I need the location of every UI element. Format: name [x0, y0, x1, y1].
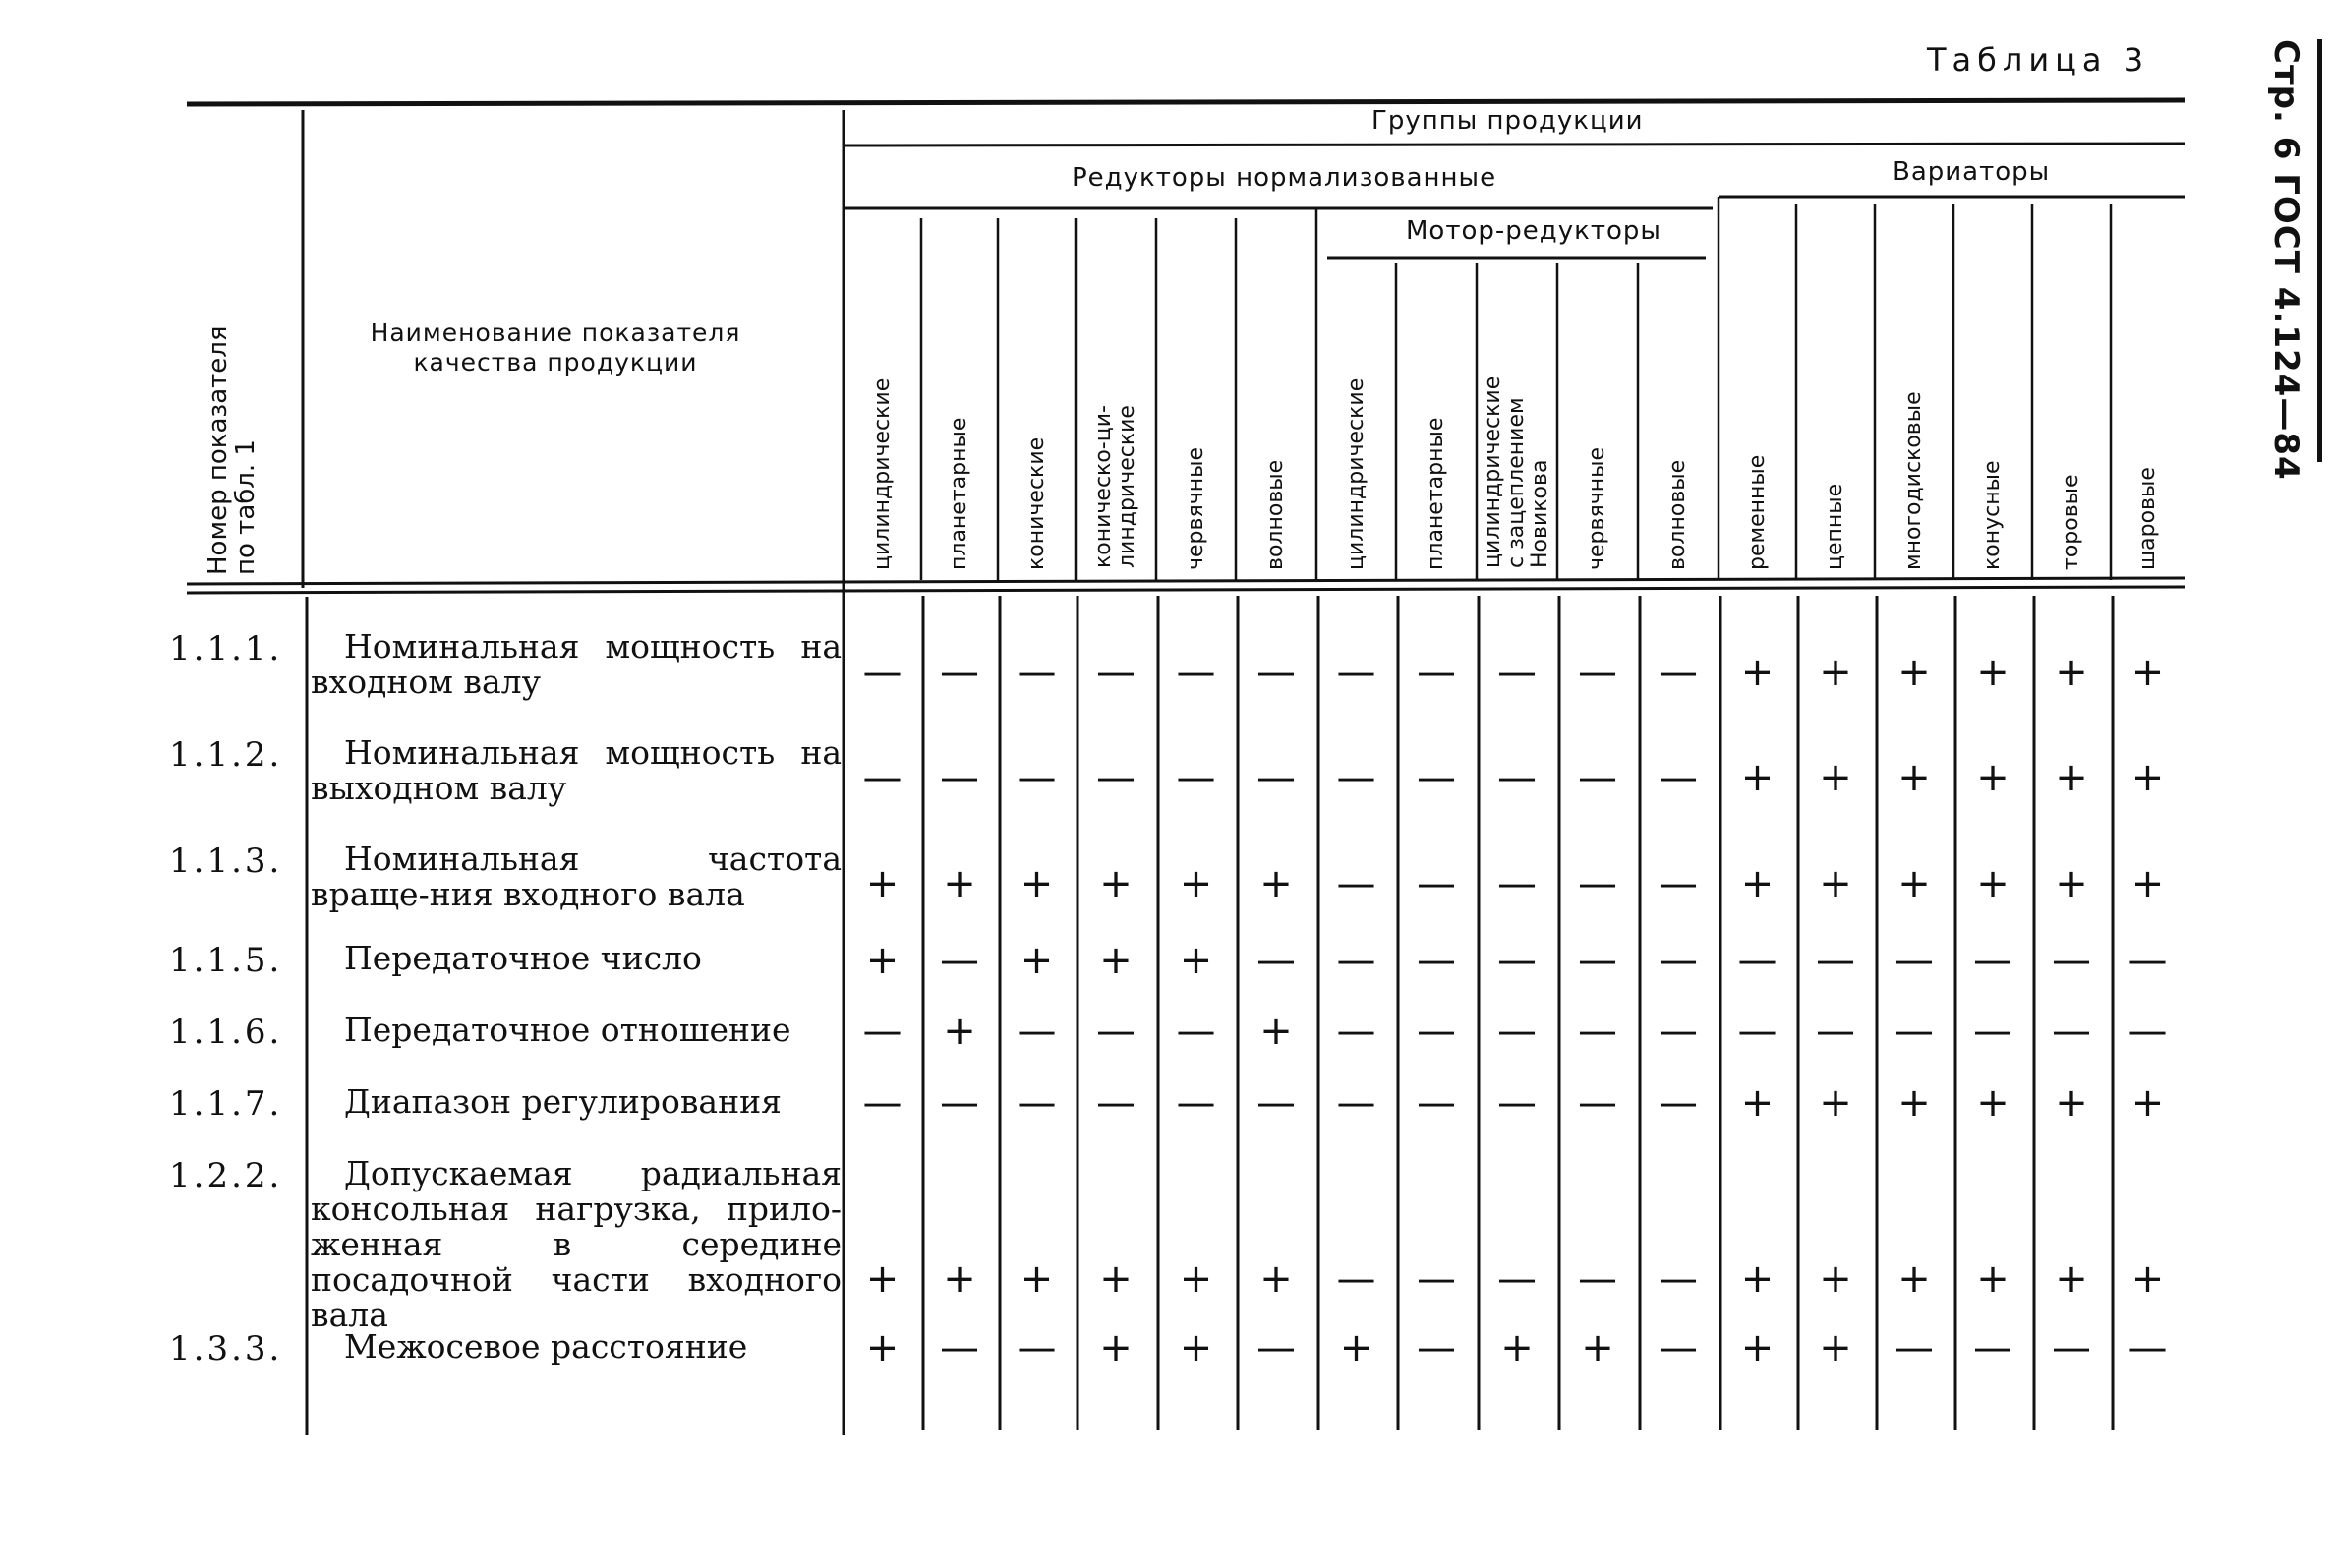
mark-dash: —: [1017, 1080, 1057, 1126]
column-header-15: конусные: [1980, 460, 2005, 570]
mark-dash: —: [1417, 938, 1456, 983]
mark-dash: —: [862, 1080, 903, 1126]
mark-plus: +: [1976, 755, 2010, 800]
mark-dash: —: [1659, 1009, 1698, 1054]
column-header-3: конические: [1023, 436, 1049, 570]
mark-dash: —: [1578, 861, 1617, 906]
mark-dash: —: [1176, 1009, 1216, 1054]
mark-plus: +: [2130, 650, 2165, 695]
mark-plus: +: [1099, 938, 1133, 983]
mark-plus: +: [1020, 1256, 1054, 1302]
mark-dash: —: [940, 755, 979, 800]
mark-dash: —: [862, 1009, 903, 1054]
mark-plus: +: [1819, 861, 1852, 906]
mark-dash: —: [1497, 650, 1537, 695]
header-variators: Вариаторы: [1893, 157, 2051, 187]
mark-plus: +: [1976, 1256, 2010, 1302]
mark-dash: —: [1659, 1325, 1698, 1370]
mark-dash: —: [1017, 1325, 1057, 1370]
mark-plus: +: [1897, 650, 1931, 695]
mark-dash: —: [1737, 938, 1777, 983]
mark-dash: —: [1256, 755, 1296, 800]
mark-dash: —: [940, 938, 979, 983]
column-header-10: червячные: [1585, 447, 1609, 570]
mark-plus: +: [943, 1009, 976, 1054]
mark-dash: —: [1096, 755, 1136, 800]
mark-dash: —: [1497, 861, 1537, 906]
mark-dash: —: [1017, 1009, 1057, 1054]
mark-dash: —: [1497, 755, 1537, 800]
mark-plus: +: [1897, 1256, 1931, 1302]
row-number: 1.1.6.: [169, 1013, 283, 1052]
mark-dash: —: [1336, 938, 1376, 983]
row-number: 1.1.2.: [169, 735, 283, 775]
row-number: 1.1.3.: [169, 842, 283, 881]
side-caption: [2266, 39, 2325, 482]
column-header-4: коническо-ци- линдрические: [1091, 405, 1139, 568]
mark-plus: +: [1099, 1256, 1133, 1302]
mark-plus: +: [2130, 755, 2165, 800]
row-number: 1.2.2.: [169, 1156, 283, 1195]
top-rule: [187, 100, 2185, 104]
header-rule-2: [187, 587, 2185, 593]
mark-dash: —: [940, 1080, 979, 1126]
mark-plus: +: [2055, 755, 2088, 800]
mark-plus: +: [865, 861, 900, 906]
mark-dash: —: [2052, 938, 2091, 983]
row-number: 1.1.1.: [169, 629, 283, 668]
mark-dash: —: [1336, 1080, 1376, 1126]
row-indicator-name: Передаточное отношение: [344, 1011, 791, 1049]
mark-dash: —: [1578, 1256, 1617, 1302]
mark-dash: —: [1578, 755, 1617, 800]
mark-plus: +: [2055, 1080, 2088, 1126]
mark-plus: +: [1020, 938, 1054, 983]
mark-dash: —: [1659, 1080, 1698, 1126]
mark-plus: +: [1179, 861, 1213, 906]
mark-dash: —: [1497, 1009, 1537, 1054]
column-header-12: ременные: [1744, 454, 1770, 570]
mark-dash: —: [1176, 1080, 1216, 1126]
row-indicator-name: Диапазон регулирования: [344, 1082, 782, 1121]
mark-plus: +: [1897, 1080, 1931, 1126]
side-caption-text: Стр. 6 ГОСТ 4.124—84: [2266, 39, 2305, 481]
mark-plus: +: [1897, 755, 1931, 800]
mark-dash: —: [2052, 1009, 2091, 1054]
mark-dash: —: [1017, 650, 1057, 695]
column-header-13: цепные: [1823, 483, 1847, 570]
mark-dash: —: [1497, 1256, 1537, 1302]
mark-plus: +: [2055, 650, 2088, 695]
mark-plus: +: [1740, 861, 1775, 906]
mark-dash: —: [1973, 1009, 2012, 1054]
mark-dash: —: [1417, 1256, 1456, 1302]
column-header-6: волновые: [1263, 459, 1288, 570]
mark-dash: —: [1336, 650, 1376, 695]
mark-dash: —: [1578, 938, 1617, 983]
header-rule-1: [187, 578, 2185, 584]
column-header-14: многодисковые: [1901, 391, 1926, 570]
row-indicator-name: Межосевое расстояние: [344, 1327, 748, 1365]
header-col-number: Номер показателя по табл. 1: [204, 325, 261, 575]
mark-plus: +: [1179, 1325, 1213, 1370]
mark-plus: +: [1259, 1009, 1293, 1054]
mark-dash: —: [1659, 650, 1698, 695]
mark-plus: +: [1099, 861, 1133, 906]
side-caption-rule: [2317, 39, 2322, 462]
mark-dash: —: [1256, 1080, 1296, 1126]
mark-dash: —: [1417, 1009, 1456, 1054]
mark-dash: —: [1336, 1009, 1376, 1054]
mark-plus: +: [1259, 861, 1293, 906]
mark-dash: —: [1973, 938, 2012, 983]
row-indicator-name: Передаточное число: [344, 939, 702, 977]
mark-dash: —: [1816, 938, 1855, 983]
mark-dash: —: [2127, 938, 2168, 983]
mark-dash: —: [1017, 755, 1057, 800]
mark-dash: —: [1659, 1256, 1698, 1302]
column-header-16: торовые: [2059, 474, 2083, 570]
groups-rule: [844, 144, 2185, 145]
row-indicator-name: Номинальная мощность на входном валу: [311, 627, 842, 701]
mark-dash: —: [1894, 938, 1934, 983]
mark-dash: —: [1737, 1009, 1777, 1054]
mark-plus: +: [2130, 1080, 2165, 1126]
mark-plus: +: [1819, 755, 1852, 800]
mark-plus: +: [2055, 861, 2088, 906]
mark-plus: +: [1976, 650, 2010, 695]
mark-plus: +: [1976, 1080, 2010, 1126]
mark-dash: —: [1894, 1325, 1934, 1370]
column-header-8: планетарные: [1424, 417, 1448, 570]
mark-plus: +: [1819, 650, 1852, 695]
mark-dash: —: [1578, 650, 1617, 695]
mark-plus: +: [1740, 1080, 1775, 1126]
column-header-1: цилиндрические: [869, 377, 895, 570]
mark-plus: +: [865, 1325, 900, 1370]
mark-dash: —: [1096, 1009, 1136, 1054]
mark-plus: +: [865, 938, 900, 983]
mark-plus: +: [865, 1256, 900, 1302]
mark-plus: +: [2055, 1256, 2088, 1302]
mark-plus: +: [1339, 1325, 1373, 1370]
mark-dash: —: [1096, 650, 1136, 695]
mark-dash: —: [1578, 1009, 1617, 1054]
row-number: 1.3.3.: [169, 1329, 283, 1368]
column-header-5: червячные: [1183, 447, 1208, 570]
mark-plus: +: [1897, 861, 1931, 906]
mark-dash: —: [940, 1325, 979, 1370]
mark-plus: +: [1740, 1256, 1775, 1302]
header-col-name: Наименование показателя качества продукции: [370, 319, 741, 377]
mark-plus: +: [943, 1256, 976, 1302]
column-header-17: шаровые: [2134, 467, 2160, 570]
mark-dash: —: [1659, 755, 1698, 800]
mark-plus: +: [1099, 1325, 1133, 1370]
mark-plus: +: [2130, 1256, 2165, 1302]
column-header-9: цилиндрические с зацеплением Новикова: [1481, 376, 1552, 568]
mark-dash: —: [1497, 1080, 1537, 1126]
mark-plus: +: [2130, 861, 2165, 906]
row-indicator-name: Допускаемая радиальная консольная нагрузка, прило-женная в середине посадочной части входного вала: [311, 1154, 842, 1334]
mark-dash: —: [1659, 938, 1698, 983]
mark-dash: —: [2052, 1325, 2091, 1370]
mark-dash: —: [1256, 938, 1296, 983]
mark-plus: +: [1740, 650, 1775, 695]
mark-dash: —: [1417, 1080, 1456, 1126]
mark-plus: +: [1020, 861, 1054, 906]
row-indicator-name: Номинальная мощность на выходном валу: [311, 733, 842, 807]
mark-dash: —: [1417, 755, 1456, 800]
mark-plus: +: [1500, 1325, 1534, 1370]
mark-dash: —: [1894, 1009, 1934, 1054]
mark-plus: +: [1179, 938, 1213, 983]
mark-dash: —: [1336, 1256, 1376, 1302]
mark-dash: —: [1256, 1325, 1296, 1370]
mark-dash: —: [2127, 1009, 2168, 1054]
column-header-11: волновые: [1665, 459, 1690, 570]
mark-plus: +: [943, 861, 976, 906]
row-number: 1.1.5.: [169, 941, 283, 980]
header-groups: Группы продукции: [1371, 106, 1644, 136]
row-number: 1.1.7.: [169, 1084, 283, 1124]
mark-plus: +: [1179, 1256, 1213, 1302]
mark-plus: +: [1819, 1325, 1852, 1370]
mark-plus: +: [1740, 1325, 1775, 1370]
column-header-7: цилиндрические: [1343, 377, 1369, 570]
mark-dash: —: [1176, 755, 1216, 800]
mark-dash: —: [1176, 650, 1216, 695]
mark-dash: —: [1417, 1325, 1456, 1370]
header-reducers: Редукторы нормализованные: [1072, 163, 1497, 193]
mark-dash: —: [940, 650, 979, 695]
mark-dash: —: [1417, 650, 1456, 695]
mark-dash: —: [862, 650, 903, 695]
mark-plus: +: [1259, 1256, 1293, 1302]
mark-dash: —: [1578, 1080, 1617, 1126]
mark-plus: +: [1976, 861, 2010, 906]
mark-dash: —: [862, 755, 903, 800]
mark-dash: —: [1096, 1080, 1136, 1126]
table-label: Таблица 3: [1927, 41, 2150, 79]
mark-dash: —: [1336, 861, 1376, 906]
column-header-2: планетарные: [947, 417, 971, 570]
mark-dash: —: [1659, 861, 1698, 906]
mark-dash: —: [1816, 1009, 1855, 1054]
mark-plus: +: [1819, 1256, 1852, 1302]
mark-dash: —: [1973, 1325, 2012, 1370]
mark-dash: —: [1256, 650, 1296, 695]
mark-dash: —: [1417, 861, 1456, 906]
mark-plus: +: [1819, 1080, 1852, 1126]
mark-dash: —: [1336, 755, 1376, 800]
mark-plus: +: [1740, 755, 1775, 800]
mark-dash: —: [1497, 938, 1537, 983]
header-motor-reducers: Мотор-редукторы: [1406, 216, 1661, 246]
mark-plus: +: [1581, 1325, 1614, 1370]
row-indicator-name: Номинальная частота враще-ния входного вала: [311, 840, 842, 913]
mark-dash: —: [2127, 1325, 2168, 1370]
